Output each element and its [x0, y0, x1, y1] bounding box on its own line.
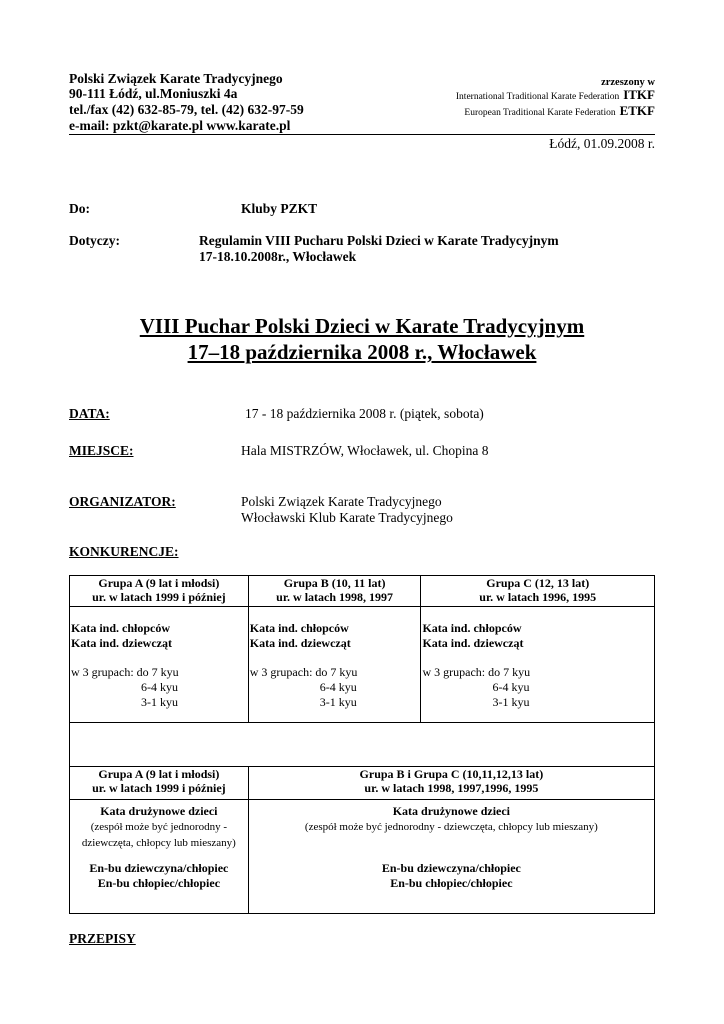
- organizator-line2: Włocławski Klub Karate Tradycyjnego: [241, 510, 453, 525]
- team-kata-title: Kata drużynowe dzieci: [392, 804, 511, 818]
- kyu-range-2: 6-4 kyu: [141, 680, 178, 694]
- spacer-cell: [70, 723, 655, 767]
- konkurencje-label: KONKURENCJE:: [69, 544, 179, 559]
- enbu-mixed: En-bu dziewczyna/chłopiec: [89, 861, 229, 875]
- enbu-boys: En-bu chłopiec/chłopiec: [390, 876, 513, 890]
- team-group-a-years: ur. w latach 1999 i później: [92, 781, 226, 795]
- kata-boys: Kata ind. chłopców: [249, 621, 349, 635]
- org-address: 90-111 Łódź, ul.Moniuszki 4a: [69, 86, 238, 101]
- team-note-line1: (zespół może być jednorodny -: [90, 821, 227, 833]
- group-c-years: ur. w latach 1996, 1995: [479, 590, 597, 604]
- enbu-mixed: En-bu dziewczyna/chłopiec: [381, 861, 521, 875]
- kyu-range-3: 3-1 kyu: [141, 695, 178, 709]
- document-title-line2: 17–18 października 2008 r., Włocławek: [187, 340, 537, 364]
- organizator-label: ORGANIZATOR:: [69, 494, 176, 509]
- miejsce-label: MIEJSCE:: [69, 443, 134, 458]
- group-c-header: [421, 576, 655, 607]
- group-a-title: Grupa A (9 lat i młodsi): [98, 576, 220, 590]
- group-a-years: ur. w latach 1999 i później: [92, 590, 226, 604]
- team-group-a-events: [70, 800, 249, 914]
- table-spacer-row: [70, 723, 655, 767]
- org-phone: tel./fax (42) 632-85-79, tel. (42) 632-97-59: [69, 102, 304, 117]
- group-b-individual: [248, 607, 421, 723]
- kyu-range-3: 3-1 kyu: [319, 695, 357, 709]
- team-group-bc-years: ur. w latach 1998, 1997,1996, 1995: [364, 781, 539, 795]
- kyu-range-2: 6-4 kyu: [492, 680, 530, 694]
- team-group-a-title: Grupa A (9 lat i młodsi): [98, 767, 220, 781]
- org-contact: e-mail: pzkt@karate.pl www.karate.pl: [69, 118, 291, 133]
- document-title-line1: VIII Puchar Polski Dzieci w Karate Tradycyjnym: [139, 314, 585, 338]
- team-group-bc-header: [248, 767, 654, 800]
- federation-itkf-code: ITKF: [623, 87, 655, 102]
- federation-etkf-code: ETKF: [619, 103, 655, 118]
- to-label: Do:: [69, 201, 90, 216]
- team-kata-title: Kata drużynowe dzieci: [100, 804, 218, 818]
- table-row: [70, 607, 655, 723]
- team-group-a-header: [70, 767, 249, 800]
- kata-girls: Kata ind. dziewcząt: [71, 636, 172, 650]
- kata-boys: Kata ind. chłopców: [71, 621, 171, 635]
- affiliation-text: zrzeszony w: [601, 77, 655, 88]
- table-row: [70, 576, 655, 607]
- data-label: DATA:: [69, 406, 110, 421]
- team-group-bc-events: [248, 800, 654, 914]
- table-row: [70, 800, 655, 914]
- re-line2: 17-18.10.2008r., Włocławek: [199, 249, 357, 264]
- federation-itkf-name: International Traditional Karate Federation: [455, 92, 620, 102]
- group-c-individual: [421, 607, 655, 723]
- data-value: 17 - 18 października 2008 r. (piątek, sobota): [245, 406, 484, 421]
- kata-girls: Kata ind. dziewcząt: [249, 636, 351, 650]
- organizator-line1: Polski Związek Karate Tradycyjnego: [241, 494, 442, 509]
- kyu-range-1: w 3 grupach: do 7 kyu: [249, 665, 358, 679]
- group-c-title: Grupa C (12, 13 lat): [486, 576, 590, 590]
- kyu-range-1: w 3 grupach: do 7 kyu: [422, 665, 531, 679]
- org-name: Polski Związek Karate Tradycyjnego: [69, 71, 283, 86]
- to-value: Kluby PZKT: [241, 201, 318, 216]
- kyu-range-2: 6-4 kyu: [319, 680, 357, 694]
- header-divider: [69, 134, 655, 135]
- table-row: [70, 767, 655, 800]
- enbu-boys: En-bu chłopiec/chłopiec: [97, 876, 221, 890]
- re-line1: Regulamin VIII Pucharu Polski Dzieci w Karate Tradycyjnym: [199, 233, 559, 248]
- place-date: Łódź, 01.09.2008 r.: [549, 136, 655, 151]
- group-b-header: [248, 576, 421, 607]
- team-group-bc-title: Grupa B i Grupa C (10,11,12,13 lat): [359, 767, 544, 781]
- kyu-range-1: w 3 grupach: do 7 kyu: [71, 665, 179, 679]
- kata-girls: Kata ind. dziewcząt: [422, 636, 524, 650]
- competitions-table: [69, 575, 655, 914]
- re-label: Dotyczy:: [69, 233, 120, 248]
- kata-boys: Kata ind. chłopców: [422, 621, 522, 635]
- miejsce-value: Hala MISTRZÓW, Włocławek, ul. Chopina 8: [241, 443, 489, 458]
- group-b-years: ur. w latach 1998, 1997: [276, 590, 394, 604]
- group-a-header: [70, 576, 249, 607]
- group-a-individual: [70, 607, 249, 723]
- group-b-title: Grupa B (10, 11 lat): [283, 576, 386, 590]
- team-note: (zespół może być jednorodny - dziewczęta, chłopcy lub mieszany): [304, 821, 598, 833]
- przepisy-label: PRZEPISY: [69, 931, 136, 946]
- kyu-range-3: 3-1 kyu: [492, 695, 530, 709]
- federation-etkf-name: European Traditional Karate Federation: [464, 108, 616, 118]
- federation-etkf: [464, 102, 655, 120]
- team-note-line2: dziewczęta, chłopcy lub mieszany): [81, 837, 236, 849]
